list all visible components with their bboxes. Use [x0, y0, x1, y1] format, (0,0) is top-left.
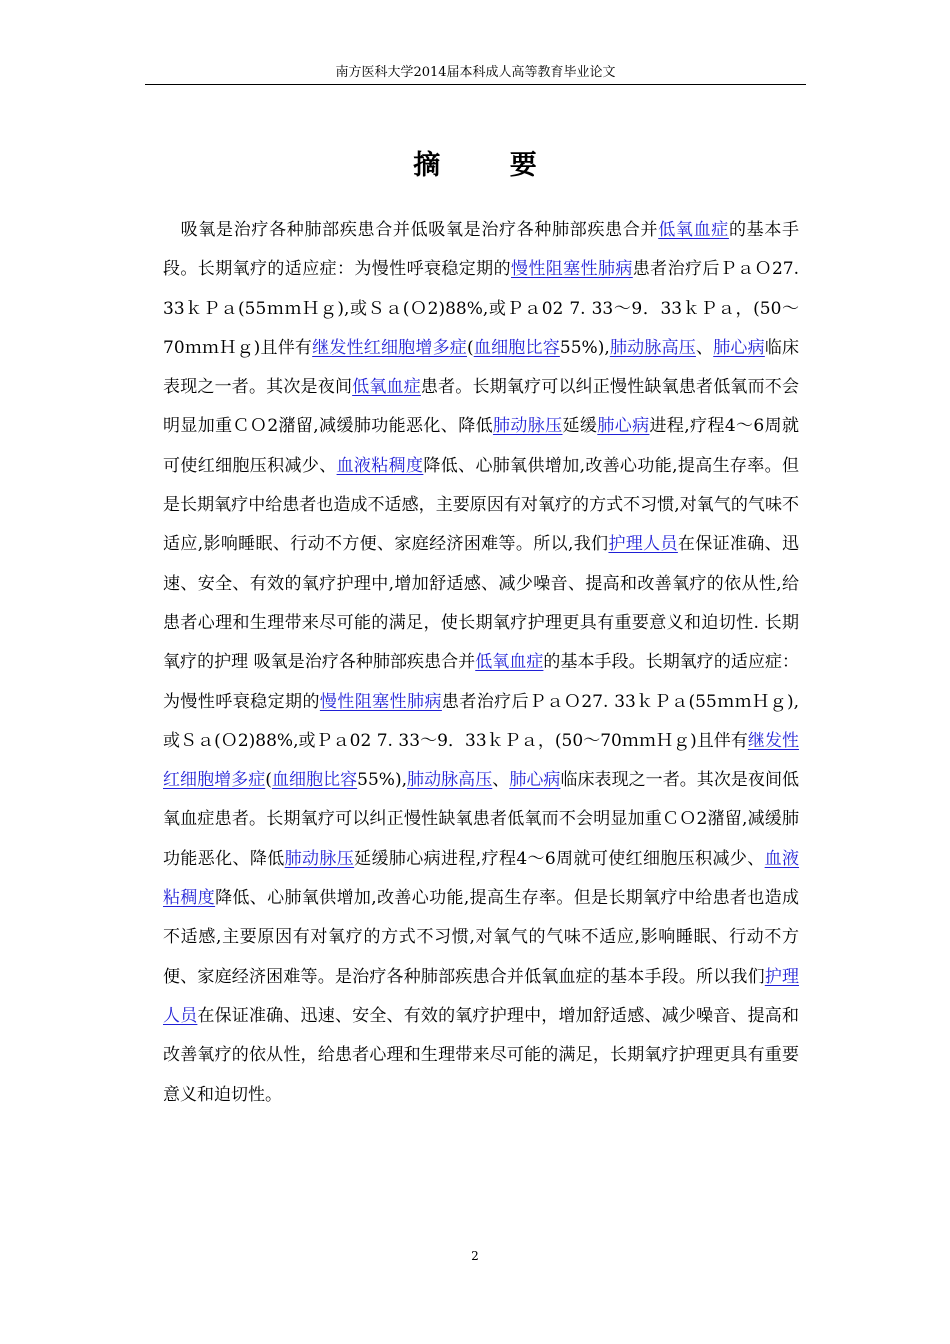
page-header [145, 64, 806, 85]
term-link[interactable]: 低氧血症 [658, 220, 729, 240]
page-number: 2 [471, 1249, 479, 1263]
body-text-segment: 临床表现之一者。其次是夜间低氧血症患者。长期氧疗可以纠正慢性缺氧患者低氧而不会明显加重ＣＯ2潴留,减缓肺功能恶化、降低 [163, 770, 800, 869]
body-text-segment: 延缓 [562, 416, 598, 437]
term-link[interactable]: 血细胞比容 [473, 337, 560, 358]
body-text-segment: 降低、心肺氧供增加,改善心功能,提高生存率。但是长期氧疗中给患者也造成不适感，主要原因有对氧疗的方式不习惯,对氧气的气味不适应,影响睡眠、行动不方便、家庭经济困难等。所以,我们 [163, 455, 800, 555]
header-text: 南方医科大学2014届本科成人高等教育毕业论文 [335, 65, 616, 80]
term-link[interactable]: 肺心病 [509, 770, 561, 791]
body-text-segment: 患者治疗后ＰａＯ27. 33ｋＰａ(55ｍｍＨｇ),或Ｓａ(Ｏ2)88%,或Ｐａ02 7. 33～9．33ｋＰａ，(50～70ｍｍＨｇ)且伴有 [163, 259, 800, 358]
body-text-segment: 临床表现之一者。其次是夜间 [163, 337, 800, 398]
abstract-body [163, 211, 799, 1115]
term-link[interactable]: 血液粘稠度 [336, 455, 424, 476]
term-link[interactable]: 血细胞比容 [271, 770, 358, 791]
body-text-segment: 的基本手段。长期氧疗的适应症：为慢性呼衰稳定期的 [163, 652, 800, 712]
term-link[interactable]: 继发性红细胞增多症 [163, 730, 799, 791]
body-text-segment: ( [467, 337, 474, 358]
body-text-segment: 、 [695, 337, 714, 358]
body-text-segment: 、 [492, 770, 510, 791]
term-link[interactable]: 血液粘稠度 [163, 848, 800, 909]
body-text-segment: ( [265, 770, 272, 791]
body-text-segment: 患者治疗后ＰａＯ27. 33ｋＰａ(55ｍｍＨｇ),或Ｓａ(Ｏ2)88%,或Ｐａ02 7. 33～9．33ｋＰａ，(50～70ｍｍＨｇ)且伴有 [163, 691, 800, 751]
term-link[interactable]: 慢性阻塞性肺病 [510, 259, 633, 280]
term-link[interactable]: 肺动脉压 [492, 416, 563, 437]
body-text-segment: 延缓肺心病进程,疗程4～6周就可使红细胞压积减少、 [354, 848, 765, 869]
term-link[interactable]: 低氧血症 [475, 652, 544, 673]
term-link[interactable]: 慢性阻塞性肺病 [319, 691, 442, 712]
term-link[interactable]: 护理人员 [608, 534, 678, 555]
term-link[interactable]: 低氧血症 [352, 377, 421, 398]
term-link[interactable]: 继发性红细胞增多症 [312, 337, 468, 358]
body-text-segment: 的基本手段。长期氧疗的适应症：为慢性呼衰稳定期的 [163, 220, 800, 280]
page-title: 摘 要 [413, 150, 567, 181]
body-text-segment: 55%), [357, 770, 407, 791]
body-text-segment: 55%), [559, 337, 610, 358]
term-link[interactable]: 肺动脉高压 [407, 770, 493, 791]
term-link[interactable]: 肺心病 [597, 416, 650, 437]
body-text-segment: 在保证准确、迅速、安全、有效的氧疗护理中，增加舒适感、减少噪音、提高和改善氧疗的依从性，给患者心理和生理带来尽可能的满足，长期氧疗护理更具有重要意义和迫切性。 [163, 1005, 800, 1105]
body-text-segment: 吸氧是治疗各种肺部疾患合并低吸氧是治疗各种肺部疾患合并 [163, 220, 659, 240]
body-text-segment: 患者。长期氧疗可以纠正慢性缺氧患者低氧而不会明显加重ＣＯ2潴留,减缓肺功能恶化、降低 [163, 377, 800, 437]
term-link[interactable]: 肺动脉压 [284, 848, 355, 869]
term-link[interactable]: 肺动脉高压 [609, 337, 696, 358]
body-text-segment: 降低、心肺氧供增加,改善心功能,提高生存率。但是长期氧疗中给患者也造成不适感,主要原因有对氧疗的方式不习惯,对氧气的气味不适应,影响睡眠、行动不方便、家庭经济困难等。是治疗各种肺部疾患合并低氧血症的基本手段。所以我们 [163, 888, 800, 987]
term-link[interactable]: 护理人员 [163, 966, 800, 1026]
body-text-segment: 在保证准确、迅速、安全、有效的氧疗护理中,增加舒适感、减少噪音、提高和改善氧疗的依从性,给患者心理和生理带来尽可能的满足，使长期氧疗护理更具有重要意义和迫切性. 长期氧疗的护理 吸氧是治疗各种肺部疾患合并 [163, 534, 800, 673]
term-link[interactable]: 肺心病 [713, 337, 765, 358]
body-text-segment: 进程,疗程4～6周就可使红细胞压积减少、 [163, 416, 800, 476]
